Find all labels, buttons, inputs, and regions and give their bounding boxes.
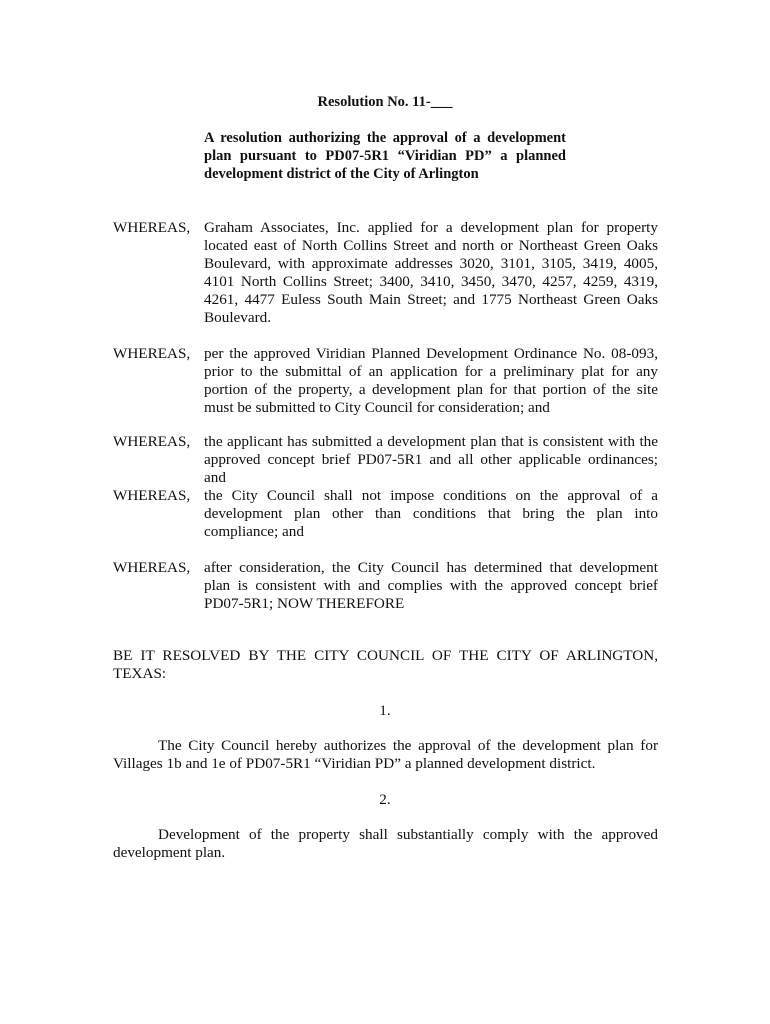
whereas-label: WHEREAS, xyxy=(113,559,191,576)
whereas-text: per the approved Viridian Planned Development Ordinance No. 08-093, prior to the submittal of an application for a preliminary plat for any portion of the property, a development plan for that portion of the site must be submitted to City Council for consideration; and xyxy=(204,345,658,416)
resolution-subtitle: A resolution authorizing the approval of a development plan pursuant to PD07-5R1 “Viridian PD” a planned development district of the City of Arlington xyxy=(204,130,566,182)
section-text-2: Development of the property shall substantially comply with the approved development plan. xyxy=(113,826,658,861)
whereas-label: WHEREAS, xyxy=(113,219,191,236)
whereas-label: WHEREAS, xyxy=(113,345,191,362)
section-number-2: 2. xyxy=(379,791,391,808)
whereas-label: WHEREAS, xyxy=(113,433,191,450)
whereas-text: the applicant has submitted a development plan that is consistent with the approved concept brief PD07-5R1 and all other applicable ordinances; and xyxy=(204,433,658,486)
resolved-clause: BE IT RESOLVED BY THE CITY COUNCIL OF THE CITY OF ARLINGTON, TEXAS: xyxy=(113,647,658,682)
whereas-text: the City Council shall not impose conditions on the approval of a development plan other than conditions that bring the plan into compliance; and xyxy=(204,487,658,540)
section-text-1: The City Council hereby authorizes the approval of the development plan for Villages 1b and 1e of PD07-5R1 “Viridian PD” a planned development district. xyxy=(113,737,658,772)
whereas-text: after consideration, the City Council has determined that development plan is consistent with and complies with the approved concept brief PD07-5R1; NOW THEREFORE xyxy=(204,559,658,612)
section-number-1: 1. xyxy=(379,702,391,719)
whereas-text: Graham Associates, Inc. applied for a development plan for property located east of North Collins Street and north or Northeast Green Oaks Boulevard, with approximate addresses 3020, 3101, 3105, 3419, 4005, 4101 North Collins Street; 3400, 3410, 3450, 3470, 4257, 4259, 4319, 4261, 4477 Euless South Main Street; and 1775 Northeast Green Oaks Boulevard. xyxy=(204,219,658,326)
whereas-label: WHEREAS, xyxy=(113,487,191,504)
resolution-title: Resolution No. 11-___ xyxy=(317,94,453,110)
